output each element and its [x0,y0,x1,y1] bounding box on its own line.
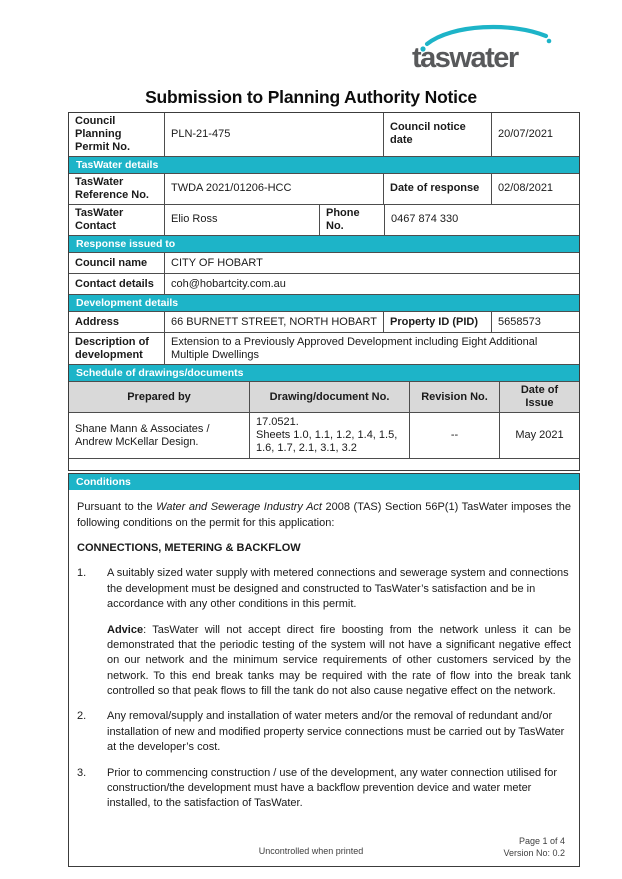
footer-page-number: Page 1 of 4 [518,836,565,846]
address-label: Address [75,315,120,328]
property-id-label: Property ID (PID) [383,312,491,332]
date-of-response-label: Date of response [383,174,491,204]
conditions-body [69,490,579,812]
condition-number: 2. [77,710,87,723]
condition-item-3 [77,766,571,812]
schedule-header-drawing-no: Drawing/document No. [249,382,409,412]
address-value: 66 BURNETT STREET, NORTH HOBART [164,312,383,332]
property-id-value: 5658573 [491,312,579,332]
advice-text: : TasWater will not accept direct fire boosting from the network unless it can be demonstrated that the periodic testing of the system will not have a significant negative effect on our network and the minimum service requirements of other customers serviced by the network. To this end break tanks may be required with the rate of flow into the break tank controlled so that peak flows to fill the tank do not also cause negative effect on the network. [107,623,571,698]
section-band-taswater-details: TasWater details [69,156,579,173]
condition-text: A suitably sized water supply with metered connections and sewerage system and connections the development must be designed and constructed to TasWater’s satisfaction and be in accordance with any other conditions in this permit. [107,567,569,611]
schedule-drawing-no-value [249,413,409,458]
contact-details-value: coh@hobartcity.com.au [164,274,579,294]
council-name-value: CITY OF HOBART [164,253,579,273]
section-band-development-details: Development details [69,294,579,311]
description-value: Extension to a Previously Approved Development including Eight Additional Multiple Dwellings [164,333,579,364]
condition-number: 1. [77,567,87,580]
drawing-no-line2: Sheets 1.0, 1.1, 1.2, 1.4, 1.5, 1.6, 1.7, 2.1, 3.1, 3.2 [256,429,398,455]
schedule-prepared-by-value: Shane Mann & Associates / Andrew McKellar Design. [75,422,210,448]
schedule-header-date-of-issue: Date of Issue [499,382,579,412]
intro-act-title: Water and Sewerage Industry Act [156,501,322,514]
advice-paragraph [107,623,571,700]
schedule-data-row [69,412,579,458]
logo-text: taswater [412,42,518,74]
section-band-response-issued-to: Response issued to [69,235,579,252]
table-row [69,311,579,332]
council-name-label: Council name [75,256,148,269]
taswater-logo [410,20,560,76]
schedule-empty-row [69,458,579,470]
date-of-response-value: 02/08/2021 [491,174,579,204]
schedule-date-of-issue-value: May 2021 [499,413,579,458]
section-band-conditions: Conditions [69,474,579,490]
details-table [68,112,580,471]
footer-version: Version No: 0.2 [503,848,565,859]
conditions-heading: CONNECTIONS, METERING & BACKFLOW [77,541,301,554]
conditions-intro [77,500,571,531]
schedule-header-row [69,381,579,412]
condition-item-1 [77,566,571,612]
condition-text: Any removal/supply and installation of water meters and/or the removal of redundant and/or installation of new and modified property service connections must be carried out by TasWater at the developer’s cost. [107,710,565,754]
schedule-header-prepared-by: Prepared by [69,382,249,412]
condition-text: Prior to commencing construction / use of the development, any water connection utilised for construction/the development must have a backflow prevention device and water meter installed, to the satisfaction of TasWater. [107,766,558,810]
intro-post: 2008 (TAS) Section 56P(1) TasWater imposes the following conditions on the permit for this application: [77,501,571,529]
advice-label: Advice [107,623,144,636]
council-notice-date-label: Council notice date [383,113,491,156]
document-body [68,112,580,867]
condition-number: 3. [77,766,87,779]
page-title: Submission to Planning Authority Notice [145,87,477,107]
schedule-header-revision-no: Revision No. [409,382,499,412]
taswater-reference-value: TWDA 2021/01206-HCC [164,174,383,204]
footer-page-info [503,835,565,859]
table-row [69,113,579,156]
contact-details-label: Contact details [75,277,154,290]
conditions-box [68,473,580,867]
table-row [69,252,579,273]
drawing-no-line1: 17.0521. [256,416,299,429]
condition-item-2 [77,709,571,755]
schedule-revision-value: -- [409,413,499,458]
council-permit-label: Council Planning Permit No. [75,115,131,153]
table-row [69,204,579,235]
table-row [69,332,579,364]
council-permit-value: PLN-21-475 [164,113,383,156]
section-band-schedule: Schedule of drawings/documents [69,364,579,381]
logo-swoosh-icon [410,20,560,76]
intro-pre: Pursuant to the [77,501,157,514]
footer-uncontrolled-note: Uncontrolled when printed [258,846,364,856]
table-row [69,173,579,204]
taswater-contact-value: Elio Ross [164,205,319,235]
taswater-reference-label: TasWater Reference No. [75,176,149,201]
taswater-contact-label: TasWater Contact [75,207,124,232]
phone-label: Phone No. [319,205,384,235]
table-row [69,273,579,294]
phone-value: 0467 874 330 [384,205,579,235]
council-notice-date-value: 20/07/2021 [491,113,579,156]
description-label: Description of development [75,335,149,361]
